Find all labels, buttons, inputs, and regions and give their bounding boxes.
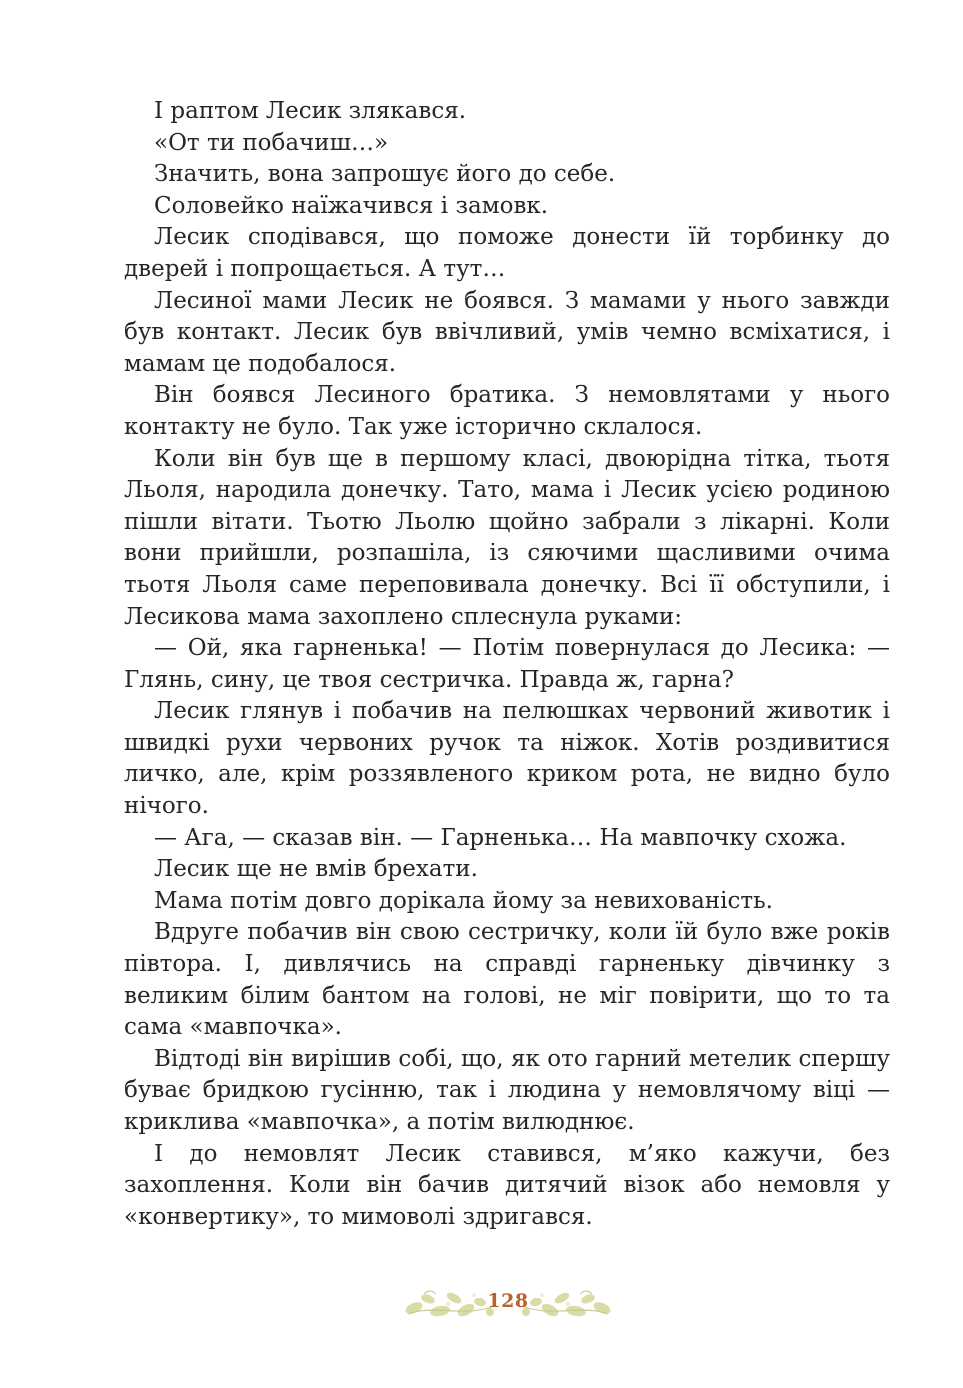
paragraph: Мама потім довго дорікала йому за невихованість. xyxy=(154,887,773,914)
paragraph: Він боявся Лесиного братика. З немовлятами у нього контакту не було. Так уже історично склалося. xyxy=(124,382,890,440)
paragraph: Соловейко наїжачився і замовк. xyxy=(154,192,549,219)
paragraph: «От ти побачиш…» xyxy=(154,129,389,156)
paragraph: І до немовлят Лесик ставився, м’яко кажучи, без захоплення. Коли він бачив дитячий візок або немовля у «конвертику», то мимоволі здригався. xyxy=(124,1140,890,1230)
body-text xyxy=(124,96,890,1233)
paragraph: Лесик глянув і побачив на пелюшках червоний животик і швидкі рухи червоних ручок та ніжок. Хотів роздивитися личко, але, крім роззявленого криком рота, не видно було нічого. xyxy=(124,698,890,820)
paragraph: Значить, вона запрошує його до себе. xyxy=(154,161,616,188)
paragraph: Вдруге побачив він свою сестричку, коли їй було вже років півтора. І, дивлячись на справді гарненьку дівчинку з великим білим бантом на голові, не міг повірити, що то та сама «мавпочка». xyxy=(124,919,890,1041)
paragraph: Лесик сподівався, що поможе донести їй торбинку до дверей і попрощається. А тут… xyxy=(124,224,890,282)
paragraph: Коли він був ще в першому класі, двоюрідна тітка, тьотя Льоля, народила донечку. Тато, мама і Лесик усією родиною пішли вітати. Тьотю Льолю щойно забрали з лікарні. Коли вони прийшли, розпашіла, із сяючими щасливими очима тьотя Льоля саме переповивала донечку. Всі її обступили, і Лесикова мама захоплено сплеснула руками: xyxy=(124,445,890,630)
page-footer xyxy=(404,1284,612,1324)
page-number: 128 xyxy=(487,1290,529,1312)
paragraph: — Ой, яка гарненька! — Потім повернулася до Лесика: — Глянь, сину, це твоя сестричка. Правда ж, гарна? xyxy=(124,635,890,693)
paragraph: І раптом Лесик злякався. xyxy=(154,98,467,124)
paragraph: Лесиної мами Лесик не боявся. З мамами у нього завжди був контакт. Лесик був ввічливий, умів чемно всміхатися, і мамам це подобалося. xyxy=(124,287,890,377)
paragraph: — Ага, — сказав він. — Гарненька… На мавпочку схожа. xyxy=(154,824,847,851)
paragraph: Відтоді він вирішив собі, що, як ото гарний метелик спершу буває бридкою гусінню, так і людина у немовлячому віці — криклива «мавпочка», а потім вилюднює. xyxy=(124,1045,890,1135)
paragraph: Лесик ще не вмів брехати. xyxy=(154,856,478,883)
